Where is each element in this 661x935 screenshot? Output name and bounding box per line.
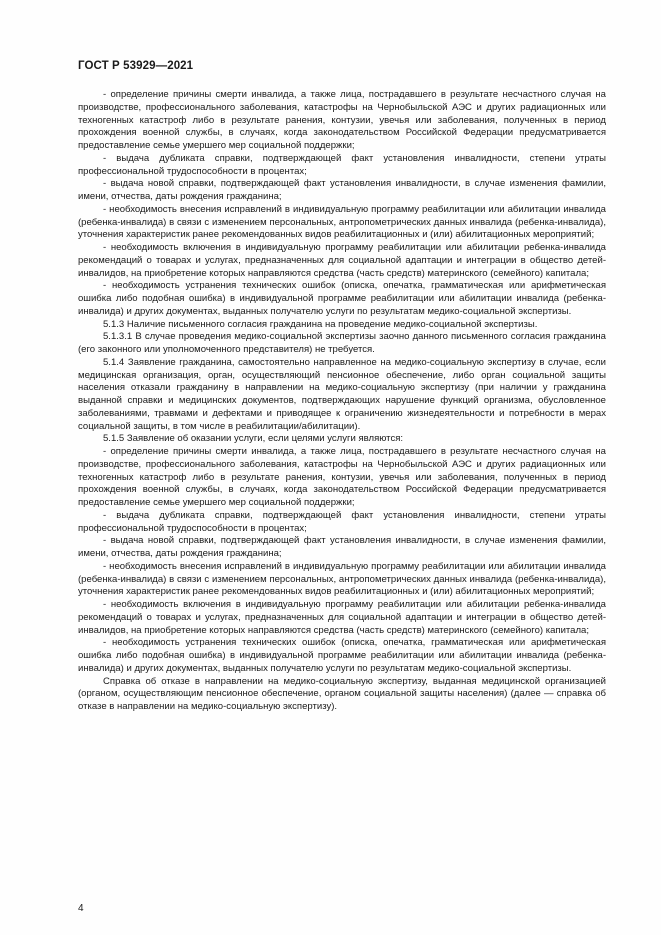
paragraph: - выдача дубликата справки, подтверждающей факт установления инвалидности, степени утраты профессиональной трудоспособности в процентах; xyxy=(78,509,606,534)
paragraph: 5.1.3.1 В случае проведения медико-социальной экспертизы заочно данного письменного согласия гражданина (его законного или уполномоченного представителя) не требуется. xyxy=(78,331,606,355)
paragraph: - необходимость устранения технических ошибок (описка, опечатка, грамматическая или арифметическая ошибка либо подобная ошибка) в индивидуальной программе реабилитации или абилитации инвалида (ребенка- инвалида) и других документах, выданных получателю услуги по результатам медико-социальной экспертизы. xyxy=(78,280,606,317)
paragraph: - необходимость внесения исправлений в индивидуальную программу реабилитации или абилитации инвалида (ребенка-инвалида) в связи с изменением персональных, антропометрических данных инвалида (ребенка-инвалида), уточнения характеристик ранее рекомендованных видов реабилитационных и (или) абилитационных мероприятий; xyxy=(78,560,606,598)
document-body xyxy=(78,89,606,714)
page-number: 4 xyxy=(78,903,84,914)
paragraph: - определение причины смерти инвалида, а также лица, пострадавшего в результате несчастного случая на производстве, профессионального заболевания, катастрофы на Чернобыльской АЭС и других радиационных или техногенных катастроф либо в результате ранения, контузии, увечья или заболевания, полученных в период прохождения военной службы, в случаях, когда законодательством Российской Федерации предусматривается предоставление семье умершего мер социальной поддержки; xyxy=(78,89,606,151)
standard-designation: ГОСТ Р 53929—2021 xyxy=(78,60,194,72)
paragraph: - необходимость включения в индивидуальную программу реабилитации или абилитации ребенка-инвалида рекомендаций о товарах и услугах, предназначенных для социальной адаптации и интеграции в общество детей-инвалидов, на приобретение которых направляются средства (часть средств) материнского (семейного) капитала; xyxy=(78,599,606,636)
paragraph: - выдача дубликата справки, подтверждающей факт установления инвалидности, степени утраты профессиональной трудоспособности в процентах; xyxy=(78,152,606,177)
paragraph: 5.1.3 Наличие письменного согласия гражданина на проведение медико-социальной экспертизы. xyxy=(103,318,538,330)
paragraph: - необходимость внесения исправлений в индивидуальную программу реабилитации или абилитации инвалида (ребенка-инвалида) в связи с изменением персональных, антропометрических данных инвалида (ребенка-инвалида), уточнения характеристик ранее рекомендованных видов реабилитационных и (или) абилитационных мероприятий; xyxy=(78,203,606,241)
paragraph: - выдача новой справки, подтверждающей факт установления инвалидности, в случае изменения фамилии, имени, отчества, даты рождения гражданина; xyxy=(78,178,606,202)
paragraph: - выдача новой справки, подтверждающей факт установления инвалидности, в случае изменения фамилии, имени, отчества, даты рождения гражданина; xyxy=(78,535,606,559)
paragraph: 5.1.5 Заявление об оказании услуги, если целями услуги являются: xyxy=(103,433,404,445)
paragraph: Справка об отказе в направлении на медико-социальную экспертизу, выданная медицинской организацией (органом, осуществляющим пенсионное обеспечение, органом социальной защиты населения) (далее — справка об отказе в направлении на медико-социальную экспертизу). xyxy=(78,675,606,712)
paragraph: 5.1.4 Заявление гражданина, самостоятельно направленное на медико-социальную экспертизу в случае, если медицинская организация, орган, осуществляющий пенсионное обеспечение, либо орган социальной защиты населения отказали гражданину в направлении на медико-социальную экспертизу (при наличии у гражданина выданной справки и медицинских документов, подтверждающих нарушение функций организма, обусловленное заболеваниями, травмами и дефектами и приводящее к ограничению жизнедеятельности и потребности в мерах социальной защиты, в том числе в реабилитации/абилитации). xyxy=(78,356,606,432)
paragraph: - необходимость включения в индивидуальную программу реабилитации или абилитации ребенка-инвалида рекомендаций о товарах и услугах, предназначенных для социальной адаптации и интеграции в общество детей-инвалидов, на приобретение которых направляются средства (часть средств) материнского (семейного) капитала; xyxy=(78,242,606,279)
paragraph: - определение причины смерти инвалида, а также лица, пострадавшего в результате несчастного случая на производстве, профессионального заболевания, катастрофы на Чернобыльской АЭС и других радиационных или техногенных катастроф либо в результате ранения, контузии, увечья или заболевания, полученных в период прохождения военной службы, в случаях, когда законодательством Российской Федерации предусматривается предоставление семье умершего мер социальной поддержки; xyxy=(78,446,606,508)
paragraph: - необходимость устранения технических ошибок (описка, опечатка, грамматическая или арифметическая ошибка либо подобная ошибка) в индивидуальной программе реабилитации или абилитации инвалида (ребенка-инвалида) и других документах, выданных получателю услуги по результатам медико-социальной экспертизы. xyxy=(78,637,606,674)
